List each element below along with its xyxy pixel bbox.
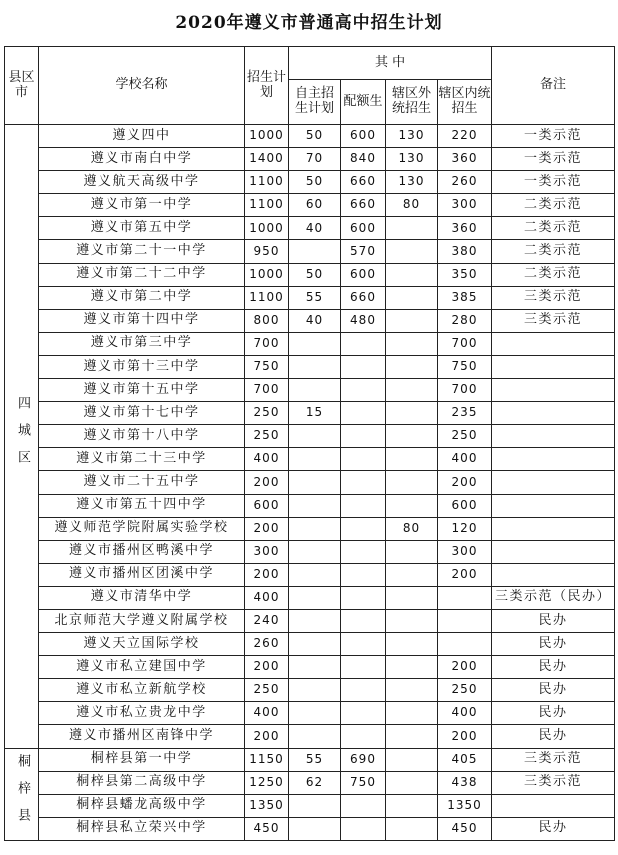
note-cell [492,494,615,517]
school-name-cell: 遵义市私立贵龙中学 [39,702,245,725]
quota-cell: 600 [341,125,386,148]
outside-district-cell [386,540,438,563]
table-header [5,47,615,125]
inside-district-cell [438,633,492,656]
school-name-cell: 遵义市播州区团溪中学 [39,563,245,586]
table-row [5,194,615,217]
quota-cell: 480 [341,309,386,332]
note-cell: 二类示范 [492,263,615,286]
plan-cell: 1100 [245,194,289,217]
inside-district-cell: 360 [438,217,492,240]
table-row [5,217,615,240]
plan-cell: 1000 [245,217,289,240]
self-enroll-cell [289,517,341,540]
self-enroll-cell [289,425,341,448]
quota-cell [341,725,386,748]
inside-district-cell [438,586,492,609]
inside-district-cell: 200 [438,656,492,679]
note-cell: 二类示范 [492,217,615,240]
inside-district-cell: 700 [438,332,492,355]
quota-cell [341,355,386,378]
table-row [5,563,615,586]
header-inside: 辖区内统招生 [438,80,492,125]
note-cell [492,355,615,378]
inside-district-cell: 1350 [438,794,492,817]
outside-district-cell [386,240,438,263]
note-cell [492,563,615,586]
inside-district-cell: 600 [438,494,492,517]
self-enroll-cell [289,725,341,748]
table-row [5,379,615,402]
table-row [5,679,615,702]
note-cell: 一类示范 [492,125,615,148]
inside-district-cell: 400 [438,702,492,725]
outside-district-cell: 80 [386,517,438,540]
inside-district-cell: 300 [438,540,492,563]
inside-district-cell: 450 [438,817,492,840]
table-row [5,240,615,263]
quota-cell [341,425,386,448]
school-name-cell: 遵义市播州区鸭溪中学 [39,540,245,563]
school-name-cell: 北京师范大学遵义附属学校 [39,609,245,632]
note-cell [492,448,615,471]
school-name-cell: 遵义市播州区南锋中学 [39,725,245,748]
self-enroll-cell: 60 [289,194,341,217]
inside-district-cell: 280 [438,309,492,332]
note-cell: 民办 [492,725,615,748]
self-enroll-cell: 62 [289,771,341,794]
outside-district-cell: 130 [386,171,438,194]
note-cell: 一类示范 [492,171,615,194]
note-cell: 民办 [492,656,615,679]
table-row [5,656,615,679]
plan-cell: 1100 [245,286,289,309]
inside-district-cell: 300 [438,194,492,217]
school-name-cell: 桐梓县第二高级中学 [39,771,245,794]
inside-district-cell: 360 [438,148,492,171]
quota-cell [341,563,386,586]
page-title: 2020年遵义市普通高中招生计划 [175,13,443,33]
note-cell [492,425,615,448]
plan-cell: 600 [245,494,289,517]
inside-district-cell: 200 [438,725,492,748]
school-name-cell: 遵义市第十三中学 [39,355,245,378]
table-row [5,148,615,171]
school-name-cell: 遵义师范学院附属实验学校 [39,517,245,540]
table-row [5,586,615,609]
table-row [5,125,615,148]
self-enroll-cell [289,332,341,355]
header-county: 县区市 [5,47,39,125]
inside-district-cell: 200 [438,563,492,586]
self-enroll-cell [289,609,341,632]
header-among: 其 中 [289,47,492,80]
outside-district-cell [386,817,438,840]
outside-district-cell [386,563,438,586]
school-name-cell: 遵义市第十八中学 [39,425,245,448]
self-enroll-cell: 50 [289,171,341,194]
quota-cell: 750 [341,771,386,794]
outside-district-cell [386,794,438,817]
plan-cell: 950 [245,240,289,263]
inside-district-cell: 385 [438,286,492,309]
self-enroll-cell [289,540,341,563]
outside-district-cell [386,425,438,448]
quota-cell [341,379,386,402]
quota-cell [341,679,386,702]
table-row [5,540,615,563]
note-cell: 三类示范 [492,771,615,794]
plan-cell: 200 [245,471,289,494]
inside-district-cell: 250 [438,679,492,702]
note-cell: 民办 [492,817,615,840]
quota-cell: 660 [341,171,386,194]
inside-district-cell: 438 [438,771,492,794]
quota-cell [341,494,386,517]
table-row [5,702,615,725]
self-enroll-cell: 50 [289,125,341,148]
self-enroll-cell [289,448,341,471]
table-row [5,171,615,194]
plan-cell: 250 [245,425,289,448]
quota-cell [341,517,386,540]
school-name-cell: 遵义市第五中学 [39,217,245,240]
note-cell: 三类示范 [492,309,615,332]
table-row [5,309,615,332]
self-enroll-cell [289,656,341,679]
quota-cell [341,794,386,817]
table-row [5,425,615,448]
self-enroll-cell [289,794,341,817]
outside-district-cell [386,633,438,656]
plan-cell: 1100 [245,171,289,194]
school-name-cell: 遵义市第十五中学 [39,379,245,402]
table-row [5,332,615,355]
school-name-cell: 桐梓县私立荣兴中学 [39,817,245,840]
outside-district-cell [386,748,438,771]
school-name-cell: 遵义市南白中学 [39,148,245,171]
plan-cell: 450 [245,817,289,840]
school-name-cell: 遵义市第二十三中学 [39,448,245,471]
plan-cell: 1400 [245,148,289,171]
quota-cell: 660 [341,194,386,217]
header-school: 学校名称 [39,47,245,125]
quota-cell [341,656,386,679]
outside-district-cell [386,402,438,425]
inside-district-cell: 235 [438,402,492,425]
plan-cell: 300 [245,540,289,563]
table-row [5,748,615,771]
quota-cell [341,633,386,656]
self-enroll-cell [289,494,341,517]
note-cell [492,517,615,540]
plan-cell: 200 [245,656,289,679]
self-enroll-cell [289,817,341,840]
table-row [5,471,615,494]
school-name-cell: 遵义市第一中学 [39,194,245,217]
school-name-cell: 遵义市私立新航学校 [39,679,245,702]
plan-cell: 260 [245,633,289,656]
school-name-cell: 遵义市私立建国中学 [39,656,245,679]
self-enroll-cell [289,702,341,725]
note-cell: 民办 [492,702,615,725]
plan-cell: 200 [245,725,289,748]
header-plan: 招生计划 [245,47,289,125]
school-name-cell: 遵义四中 [39,125,245,148]
school-name-cell: 遵义市第五十四中学 [39,494,245,517]
table-row [5,725,615,748]
table-row [5,286,615,309]
quota-cell [341,471,386,494]
note-cell: 二类示范 [492,240,615,263]
self-enroll-cell [289,563,341,586]
outside-district-cell [386,217,438,240]
note-cell [492,540,615,563]
plan-cell: 200 [245,517,289,540]
inside-district-cell: 405 [438,748,492,771]
table-row [5,494,615,517]
note-cell: 三类示范 [492,286,615,309]
self-enroll-cell [289,586,341,609]
self-enroll-cell: 40 [289,217,341,240]
quota-cell [341,402,386,425]
table-row [5,633,615,656]
self-enroll-cell: 40 [289,309,341,332]
self-enroll-cell [289,240,341,263]
school-name-cell: 遵义天立国际学校 [39,633,245,656]
school-name-cell: 遵义市第十四中学 [39,309,245,332]
inside-district-cell: 250 [438,425,492,448]
outside-district-cell [386,309,438,332]
self-enroll-cell: 15 [289,402,341,425]
outside-district-cell [386,286,438,309]
outside-district-cell [386,332,438,355]
plan-cell: 1000 [245,125,289,148]
plan-cell: 1350 [245,794,289,817]
plan-cell: 800 [245,309,289,332]
quota-cell [341,817,386,840]
plan-cell: 1250 [245,771,289,794]
self-enroll-cell [289,379,341,402]
table-row [5,517,615,540]
outside-district-cell [386,263,438,286]
inside-district-cell: 120 [438,517,492,540]
school-name-cell: 遵义市第二十一中学 [39,240,245,263]
self-enroll-cell: 50 [289,263,341,286]
table-row [5,771,615,794]
quota-cell: 600 [341,217,386,240]
header-outside: 辖区外统招生 [386,80,438,125]
quota-cell: 660 [341,286,386,309]
self-enroll-cell [289,633,341,656]
inside-district-cell: 380 [438,240,492,263]
quota-cell [341,540,386,563]
county-cell: 桐梓县 [5,748,39,840]
county-cell: 四城区 [5,125,39,749]
table-body [5,125,615,841]
outside-district-cell [386,471,438,494]
table-row [5,817,615,840]
note-cell: 三类示范（民办） [492,586,615,609]
table-row [5,448,615,471]
plan-cell: 400 [245,586,289,609]
header-note: 备注 [492,47,615,125]
quota-cell [341,332,386,355]
plan-cell: 250 [245,402,289,425]
quota-cell [341,586,386,609]
inside-district-cell: 750 [438,355,492,378]
plan-cell: 250 [245,679,289,702]
inside-district-cell: 700 [438,379,492,402]
note-cell [492,332,615,355]
plan-cell: 750 [245,355,289,378]
outside-district-cell: 80 [386,194,438,217]
school-name-cell: 遵义市清华中学 [39,586,245,609]
table-row [5,263,615,286]
school-name-cell: 遵义市第三中学 [39,332,245,355]
school-name-cell: 遵义市第二十二中学 [39,263,245,286]
note-cell [492,471,615,494]
inside-district-cell [438,609,492,632]
plan-cell: 400 [245,448,289,471]
note-cell: 三类示范 [492,748,615,771]
note-cell: 民办 [492,633,615,656]
enrollment-table [4,46,615,841]
quota-cell [341,609,386,632]
inside-district-cell: 220 [438,125,492,148]
inside-district-cell: 400 [438,448,492,471]
quota-cell: 690 [341,748,386,771]
self-enroll-cell [289,355,341,378]
school-name-cell: 桐梓县蟠龙高级中学 [39,794,245,817]
note-cell: 民办 [492,609,615,632]
outside-district-cell [386,448,438,471]
note-cell [492,379,615,402]
school-name-cell: 桐梓县第一中学 [39,748,245,771]
header-self: 自主招生计划 [289,80,341,125]
outside-district-cell: 130 [386,125,438,148]
self-enroll-cell: 55 [289,286,341,309]
quota-cell [341,702,386,725]
header-quota: 配额生 [341,80,386,125]
plan-cell: 700 [245,379,289,402]
outside-district-cell [386,771,438,794]
plan-cell: 1000 [245,263,289,286]
table-row [5,609,615,632]
quota-cell: 840 [341,148,386,171]
outside-district-cell [386,494,438,517]
self-enroll-cell [289,471,341,494]
note-cell: 二类示范 [492,194,615,217]
school-name-cell: 遵义市二十五中学 [39,471,245,494]
outside-district-cell [386,355,438,378]
note-cell [492,402,615,425]
plan-cell: 1150 [245,748,289,771]
inside-district-cell: 200 [438,471,492,494]
outside-district-cell [386,586,438,609]
quota-cell: 600 [341,263,386,286]
self-enroll-cell [289,679,341,702]
school-name-cell: 遵义市第十七中学 [39,402,245,425]
plan-cell: 400 [245,702,289,725]
table-row [5,355,615,378]
outside-district-cell [386,725,438,748]
outside-district-cell [386,609,438,632]
school-name-cell: 遵义航天高级中学 [39,171,245,194]
outside-district-cell: 130 [386,148,438,171]
self-enroll-cell: 70 [289,148,341,171]
inside-district-cell: 260 [438,171,492,194]
plan-cell: 240 [245,609,289,632]
school-name-cell: 遵义市第二中学 [39,286,245,309]
note-cell: 民办 [492,679,615,702]
table-row [5,402,615,425]
table-row [5,794,615,817]
outside-district-cell [386,379,438,402]
plan-cell: 700 [245,332,289,355]
plan-cell: 200 [245,563,289,586]
outside-district-cell [386,656,438,679]
inside-district-cell: 350 [438,263,492,286]
note-cell [492,794,615,817]
outside-district-cell [386,679,438,702]
self-enroll-cell: 55 [289,748,341,771]
quota-cell [341,448,386,471]
note-cell: 一类示范 [492,148,615,171]
quota-cell: 570 [341,240,386,263]
outside-district-cell [386,702,438,725]
